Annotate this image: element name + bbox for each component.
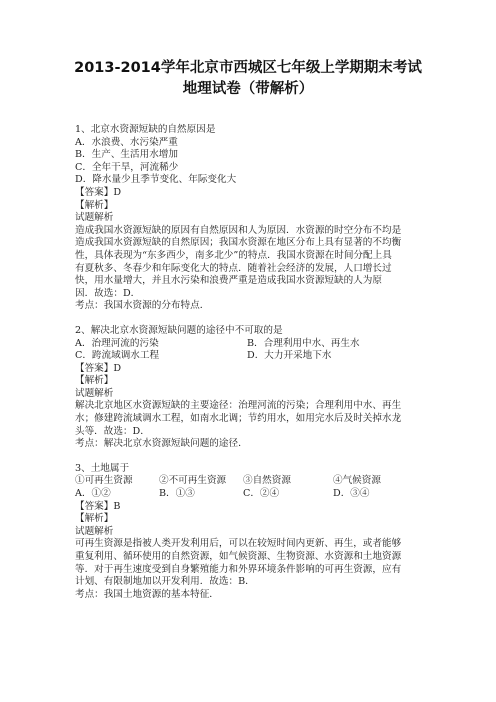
choice-2: ②不可再生资源 [159,475,227,487]
analysis-line: 造成我国水资源短缺的自然原因；我国水资源在地区分布上具有显著的不均衡 [75,237,402,249]
analysis-line: 头等．故选：D． [75,425,150,437]
option-a: A．①② [75,488,111,500]
analysis-line: 水；修建跨流域调水工程，如南水北调；节约用水，如用完水后及时关掉水龙 [75,413,402,425]
question-2 [75,325,436,451]
option-a: A．治理河流的污染 [75,337,159,349]
question-3 [75,463,436,602]
option-b: B．合理利用中水、再生水 [247,337,360,349]
analysis-label: 试题解析 [75,387,114,399]
option-b: B．①③ [159,488,195,500]
option-d: D．大力开采地下水 [247,350,332,362]
kaodian: 考点：解决北京水资源短缺问题的途径． [75,438,248,450]
option-c: C．全年干旱，河流稀少 [75,161,179,173]
question-stem: 3、土地属于 [75,462,130,474]
option-a: A．水浪费、水污染严重 [75,136,178,148]
analysis-label: 试题解析 [75,212,114,224]
document-title [40,58,456,100]
analysis-line: 重复利用、循环使用的自然资源，如气候资源、生物资源、水资源和土地资源 [75,551,402,562]
option-b: B．生产、生活用水增加 [75,149,178,161]
analysis-tag: 【解析】 [75,513,114,525]
kaodian: 考点：我国水资源的分布特点． [75,300,210,312]
title-line-2: 地理试卷（带解析） [182,81,314,97]
choice-3: ③自然资源 [243,475,291,487]
choices-row [75,475,436,488]
document-body [75,124,436,601]
analysis-line: 性，具体表现为“东多西少，南多北少”的特点．我国水资源在时间分配上具 [75,249,392,261]
analysis-line: 可再生资源是指被人类开发利用后，可以在较短时间内更新、再生，或者能够 [75,538,402,550]
question-1 [75,124,436,313]
options-row-1 [75,338,436,351]
answer: 【答案】B [75,500,121,512]
options-row [75,488,436,501]
analysis-tag: 【解析】 [75,199,114,211]
analysis-line: 因．故选：D． [75,287,141,299]
analysis-label: 试题解析 [75,525,114,537]
analysis-tag: 【解析】 [75,375,114,387]
question-stem: 1、北京水资源短缺的自然原因是 [75,124,216,135]
option-c: C．②④ [243,488,280,500]
analysis-line: 等．对于再生速度受到自身繁殖能力和外界环境条件影响的可再生资源，应有 [75,563,402,575]
option-d: D．③④ [333,488,370,500]
analysis-line: 解决北京地区水资源短缺的主要途径：治理河流的污染；合理利用中水、再生 [75,400,402,412]
answer: 【答案】D [75,362,122,374]
analysis-line: 造成我国水资源短缺的原因有自然原因和人为原因．水资源的时空分布不均是 [75,224,402,236]
choice-1: ①可再生资源 [75,475,133,487]
option-d: D．降水量少且季节变化、年际变化大 [75,174,237,186]
answer: 【答案】D [75,186,122,198]
analysis-line: 计划、有限制地加以开发利用．故选：B． [75,576,255,588]
options-row-2 [75,350,436,363]
question-stem: 2、解决北京水资源短缺问题的途径中不可取的是 [75,324,283,336]
kaodian: 考点：我国土地资源的基本特征． [75,588,219,600]
choice-4: ④气候资源 [333,475,381,487]
title-line-1: 2013-2014学年北京市西城区七年级上学期期末考试 [74,60,422,76]
analysis-line: 快，用水量增大，并且水污染和浪费严重是造成我国水资源短缺的人为原 [75,275,382,287]
analysis-line: 有夏秋多、冬春少和年际变化大的特点．随着社会经济的发展，人口增长过 [75,262,392,274]
option-c: C．跨流域调水工程 [75,350,160,362]
